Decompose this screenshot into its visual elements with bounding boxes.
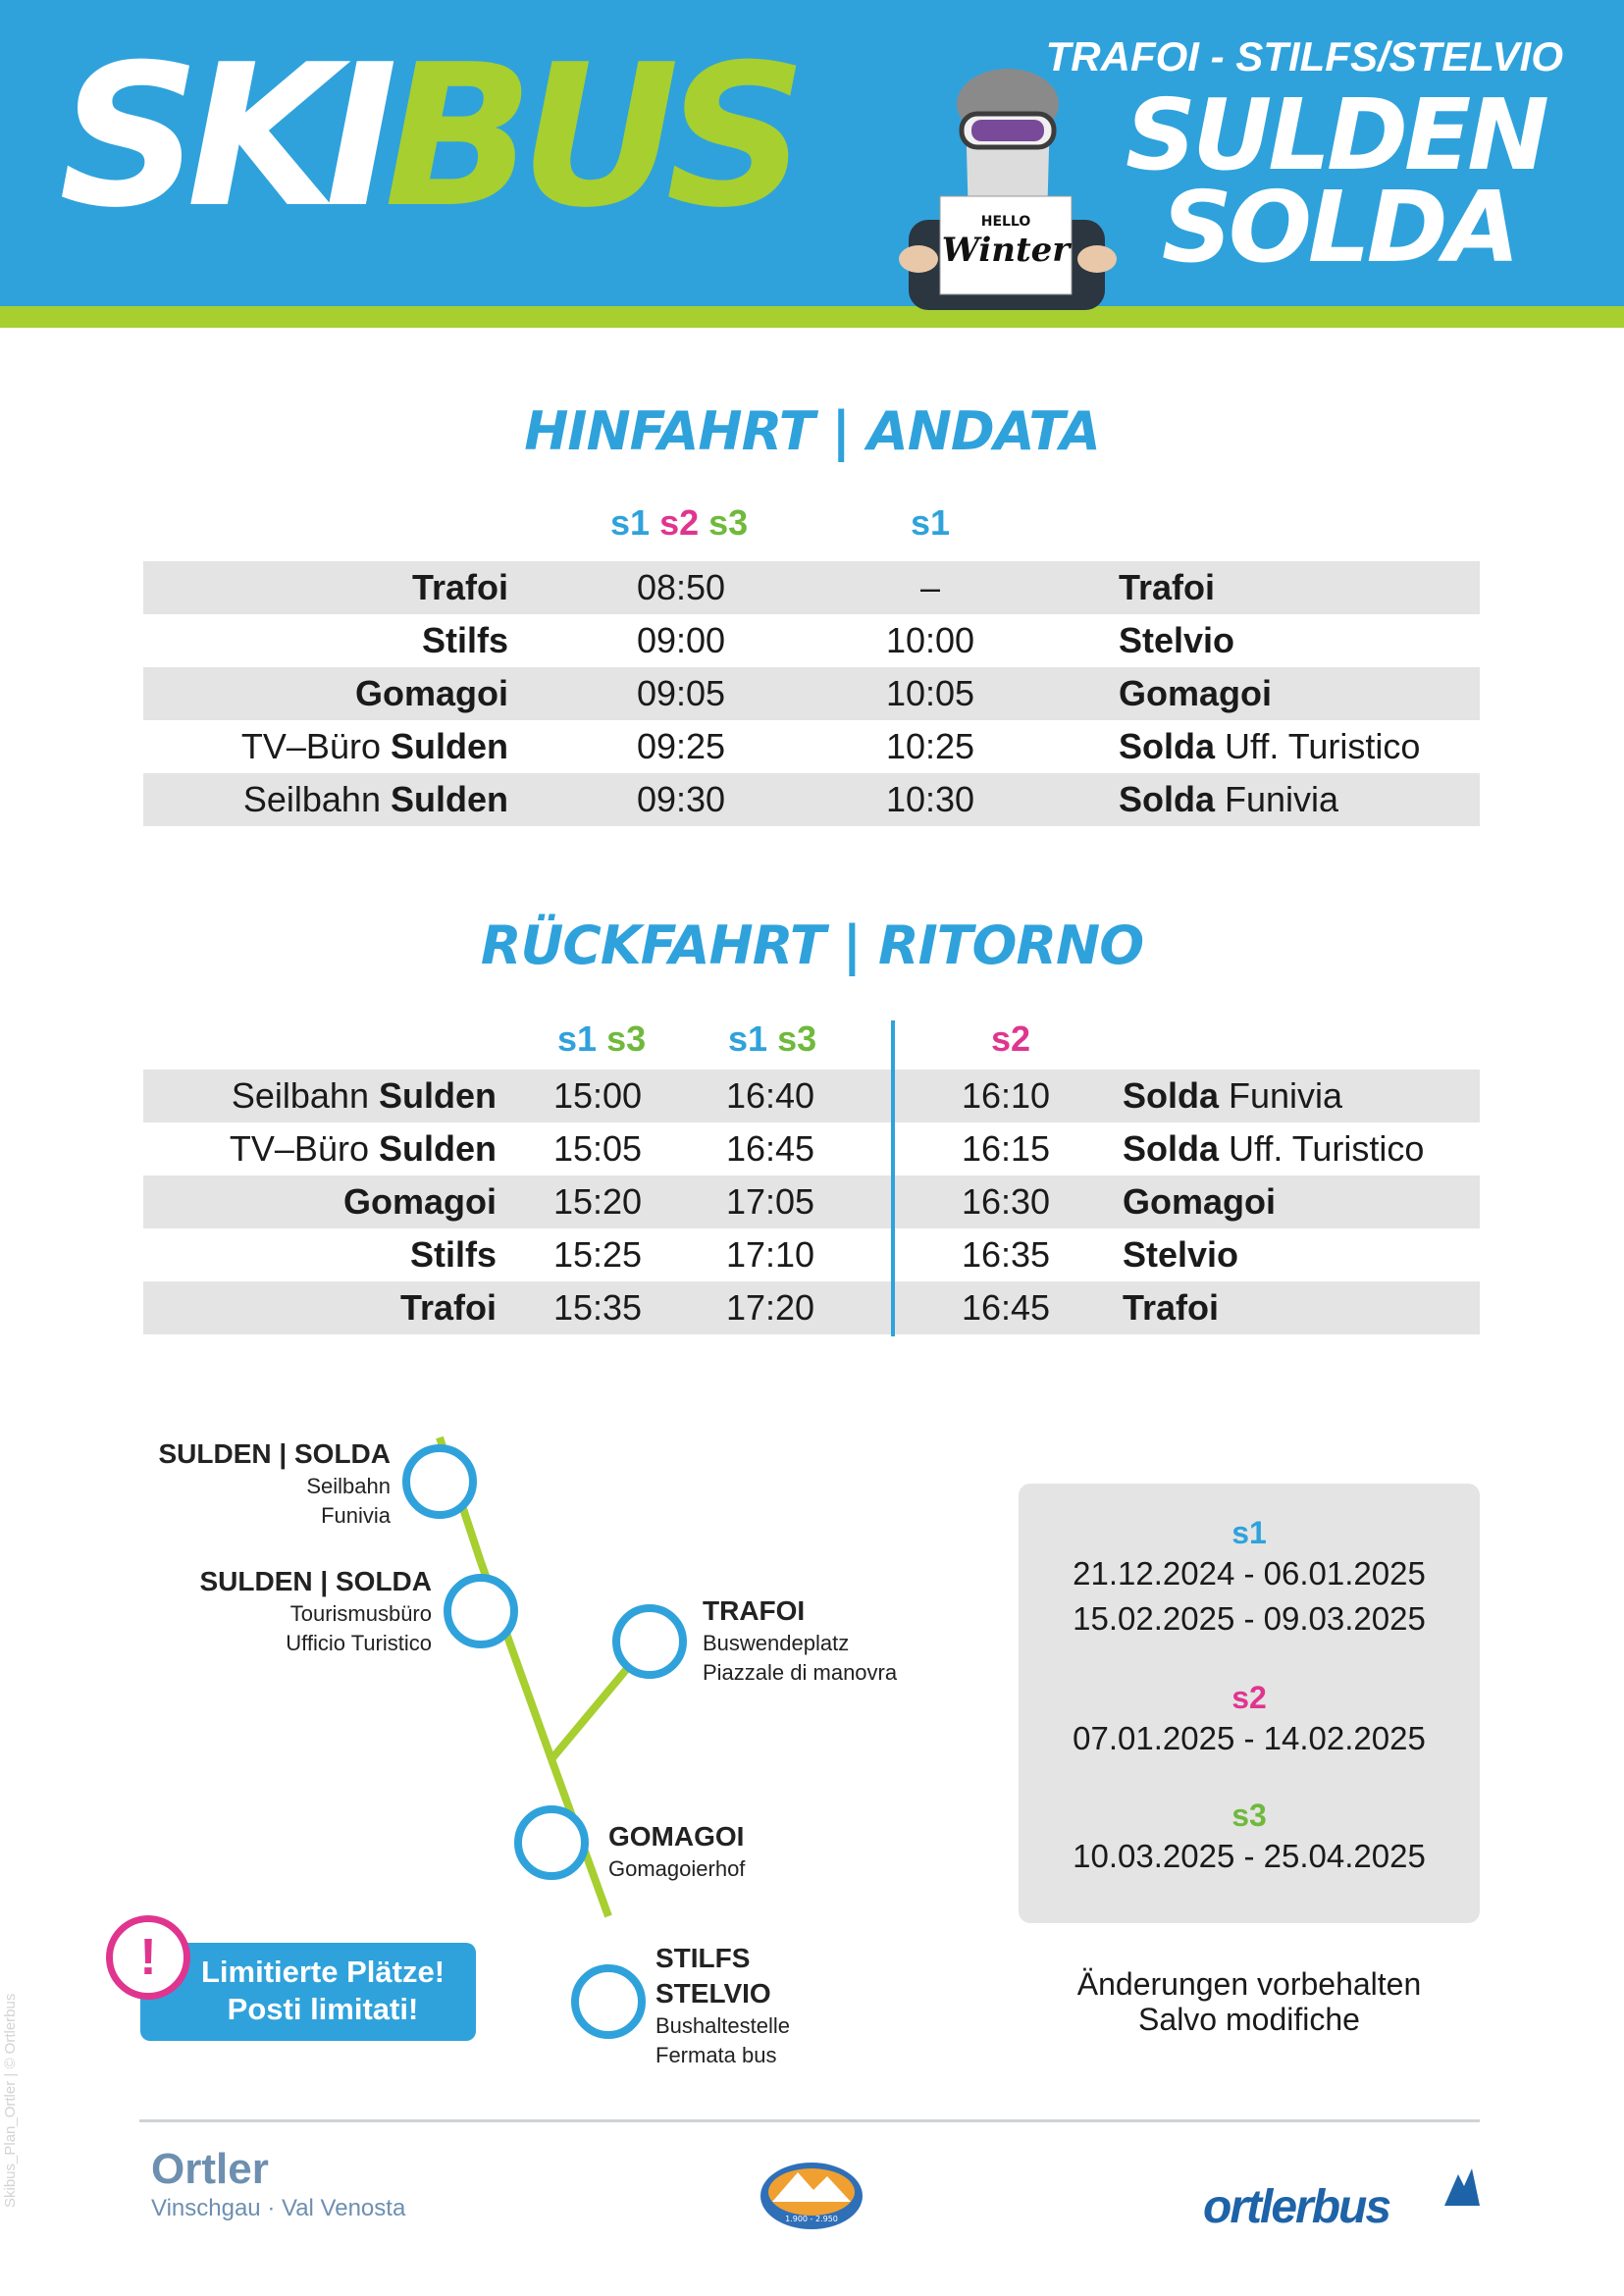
stop-it-suffix: Funivia	[1215, 779, 1339, 819]
stop-title-de: STILFS	[655, 1943, 751, 1973]
stop-it	[1123, 1281, 1476, 1334]
stop-it-name: Gomagoi	[1123, 1181, 1277, 1222]
return-title: RÜCKFAHRT | RITORNO	[480, 914, 1144, 976]
limited-seats-badge	[140, 1943, 476, 2041]
outbound-title: HINFAHRT | ANDATA	[524, 400, 1100, 462]
mascot-sign-hello: HELLO	[980, 214, 1031, 230]
return-col-b-header	[728, 1018, 816, 1060]
stop-it-name: Gomagoi	[1119, 673, 1273, 713]
crest-text: 1.900 - 2.950	[785, 2215, 838, 2223]
departure-time: 16:15	[961, 1128, 1051, 1169]
town-solda: SOLDA	[1161, 170, 1516, 285]
stop-de-prefix: TV–Büro	[240, 726, 391, 766]
map-label-sulden-funivia	[98, 1436, 391, 1531]
ortler-name: Ortler	[151, 2145, 269, 2193]
alert-icon: !	[106, 1915, 190, 2000]
stop-it-name: Solda	[1123, 1128, 1220, 1169]
stop-de-name: Gomagoi	[342, 1181, 497, 1222]
stop-sub-de: Buswendeplatz	[703, 1631, 850, 1655]
stop-it	[1119, 720, 1472, 773]
departure-time: 10:05	[885, 673, 975, 713]
stop-sub-it: Ufficio Turistico	[286, 1631, 432, 1655]
map-label-sulden-tourism	[118, 1564, 432, 1658]
stop-de-prefix: Seilbahn	[242, 779, 391, 819]
departure-time: 15:20	[552, 1181, 643, 1222]
departure-time: 08:50	[636, 567, 726, 607]
stop-it	[1119, 614, 1472, 667]
mascot-illustration	[879, 53, 1136, 310]
stop-marker-gomagoi	[518, 1809, 585, 1876]
departure-time: 16:45	[725, 1128, 815, 1169]
stop-it	[1123, 1122, 1476, 1175]
stop-marker-sulden-funivia	[406, 1448, 473, 1515]
stop-it	[1119, 667, 1472, 720]
changes-de: Änderungen vorbehalten	[1076, 1966, 1422, 2002]
season-tag-s3: s3	[606, 1018, 647, 1059]
sulden-crest-logo	[759, 2159, 864, 2233]
stop-it	[1119, 773, 1472, 826]
departure-time: 15:25	[552, 1234, 643, 1275]
ortler-subtitle: Vinschgau · Val Venosta	[151, 2195, 406, 2221]
stop-it-suffix: Uff. Turistico	[1219, 1128, 1425, 1169]
limited-de: Limitierte Plätze!	[200, 1955, 445, 1989]
departure-time: 16:30	[961, 1181, 1051, 1222]
mountain-icon	[1442, 2165, 1482, 2208]
stop-de-name: Sulden	[378, 1128, 497, 1169]
stop-de-name: Trafoi	[399, 1287, 497, 1328]
season-date: 07.01.2025 - 14.02.2025	[1073, 1720, 1426, 1756]
stop-de-prefix: Seilbahn	[231, 1075, 379, 1116]
departure-time: 17:10	[725, 1234, 815, 1275]
season-s2	[1019, 1680, 1480, 1761]
timetable-row	[143, 667, 1480, 720]
stop-de-name: Stilfs	[421, 620, 508, 660]
season-label-s3: s3	[1231, 1798, 1267, 1833]
season-date: 15.02.2025 - 09.03.2025	[1073, 1600, 1426, 1637]
season-label-s2: s2	[1231, 1680, 1267, 1715]
stop-de-name: Gomagoi	[354, 673, 508, 713]
timetable-row	[143, 1281, 1480, 1334]
departure-time: –	[919, 567, 941, 607]
stop-marker-trafoi	[616, 1608, 683, 1675]
return-col-a-header	[557, 1018, 646, 1060]
stop-it	[1123, 1175, 1476, 1228]
stop-de-name: Trafoi	[411, 567, 508, 607]
timetable-row	[143, 1228, 1480, 1281]
stop-de-name: Sulden	[390, 779, 508, 819]
season-tag-s2: s2	[659, 502, 700, 543]
stop-sub-it: Fermata bus	[655, 2043, 777, 2067]
departure-time: 09:25	[636, 726, 726, 766]
departure-time: 16:10	[961, 1075, 1051, 1116]
stop-sub-de: Tourismusbüro	[289, 1601, 432, 1626]
mascot-sign-winter: Winter	[941, 231, 1071, 270]
route-subtitle: TRAFOI - STILFS/STELVIO	[1045, 33, 1563, 79]
stop-title: TRAFOI	[703, 1595, 806, 1626]
map-label-stilfs	[655, 1941, 891, 2070]
side-credit: Skibus_Plan_Ortler | © Ortlerbus	[2, 1993, 19, 2208]
stop-de	[143, 1175, 497, 1228]
stop-marker-stilfs	[575, 1968, 642, 2035]
header-stripe	[0, 306, 1624, 328]
departure-time: 16:40	[725, 1075, 815, 1116]
stop-marker-sulden-tourism	[447, 1578, 514, 1644]
departure-time: 15:05	[552, 1128, 643, 1169]
season-tag-s1: s1	[610, 502, 651, 543]
departure-time: 15:00	[552, 1075, 643, 1116]
ortler-logo	[151, 2145, 405, 2223]
timetable-row	[143, 614, 1480, 667]
stop-de-name: Sulden	[390, 726, 508, 766]
stop-title: SULDEN | SOLDA	[158, 1438, 391, 1469]
stop-sub-de: Bushaltestelle	[655, 2013, 790, 2038]
logo-bus: BUS	[384, 23, 794, 251]
departure-time: 09:05	[636, 673, 726, 713]
limited-it: Posti limitati!	[227, 1992, 419, 2026]
timetable-row	[143, 773, 1480, 826]
departure-time: 10:00	[885, 620, 975, 660]
departure-time: 09:30	[636, 779, 726, 819]
stop-it-name: Solda	[1119, 726, 1216, 766]
stop-de-name: Stilfs	[409, 1234, 497, 1275]
season-tag-s1: s1	[728, 1018, 768, 1059]
departure-time: 16:35	[961, 1234, 1051, 1275]
season-date: 10.03.2025 - 25.04.2025	[1073, 1838, 1426, 1874]
changes-note	[1019, 1966, 1480, 2037]
season-s3	[1019, 1798, 1480, 1879]
outbound-col-a-header	[610, 502, 748, 544]
season-label-s1: s1	[1231, 1515, 1267, 1550]
timetable-row	[143, 1175, 1480, 1228]
departure-time: 17:05	[725, 1181, 815, 1222]
stop-it	[1119, 561, 1472, 614]
stop-it	[1123, 1070, 1476, 1122]
stop-de	[143, 667, 508, 720]
return-col-c-header: s2	[991, 1018, 1031, 1059]
town-sulden: SULDEN	[1126, 78, 1545, 192]
stop-it-suffix: Funivia	[1219, 1075, 1343, 1116]
timetable-row	[143, 561, 1480, 614]
map-label-trafoi	[703, 1593, 938, 1688]
departure-time: 09:00	[636, 620, 726, 660]
departure-time: 10:30	[885, 779, 975, 819]
stop-sub-it: Piazzale di manovra	[703, 1660, 898, 1685]
timetable-row	[143, 1122, 1480, 1175]
stop-sub-de: Gomagoierhof	[608, 1856, 746, 1881]
stop-it-name: Trafoi	[1119, 567, 1216, 607]
stop-title-it: STELVIO	[655, 1978, 771, 2009]
stop-title: GOMAGOI	[608, 1821, 745, 1852]
departure-time: 10:25	[885, 726, 975, 766]
stop-de	[143, 1228, 497, 1281]
stop-de-name: Sulden	[378, 1075, 497, 1116]
stop-it-name: Solda	[1119, 779, 1216, 819]
footer-divider	[139, 2119, 1480, 2122]
stop-de	[143, 720, 508, 773]
logo-ski: SKI	[59, 23, 385, 251]
stop-de-prefix: TV–Büro	[229, 1128, 379, 1169]
ortlerbus-logo: ortlerbus	[1203, 2181, 1390, 2233]
stop-de	[143, 1070, 497, 1122]
season-tag-s3: s3	[708, 502, 749, 543]
stop-sub-de: Seilbahn	[306, 1474, 391, 1498]
stop-it	[1123, 1228, 1476, 1281]
outbound-col-b-header: s1	[911, 502, 951, 543]
stop-sub-it: Funivia	[321, 1503, 391, 1528]
skibus-logo	[59, 23, 794, 251]
stop-it-name: Stelvio	[1119, 620, 1235, 660]
column-divider	[891, 1020, 895, 1336]
timetable-row	[143, 720, 1480, 773]
stop-de	[143, 773, 508, 826]
season-tag-s3: s3	[777, 1018, 817, 1059]
season-tag-s1: s1	[557, 1018, 598, 1059]
stop-it-name: Stelvio	[1123, 1234, 1239, 1275]
stop-de	[143, 614, 508, 667]
stop-de	[143, 1281, 497, 1334]
stop-de	[143, 561, 508, 614]
stop-it-suffix: Uff. Turistico	[1215, 726, 1421, 766]
stop-de	[143, 1122, 497, 1175]
stop-it-name: Trafoi	[1123, 1287, 1220, 1328]
departure-time: 15:35	[552, 1287, 643, 1328]
changes-it: Salvo modifiche	[1138, 2002, 1360, 2037]
season-s1	[1019, 1515, 1480, 1642]
season-date: 21.12.2024 - 06.01.2025	[1073, 1555, 1426, 1592]
map-label-gomagoi	[608, 1819, 844, 1884]
stop-it-name: Solda	[1123, 1075, 1220, 1116]
departure-time: 17:20	[725, 1287, 815, 1328]
departure-time: 16:45	[961, 1287, 1051, 1328]
stop-title: SULDEN | SOLDA	[199, 1566, 432, 1596]
timetable-row	[143, 1070, 1480, 1122]
